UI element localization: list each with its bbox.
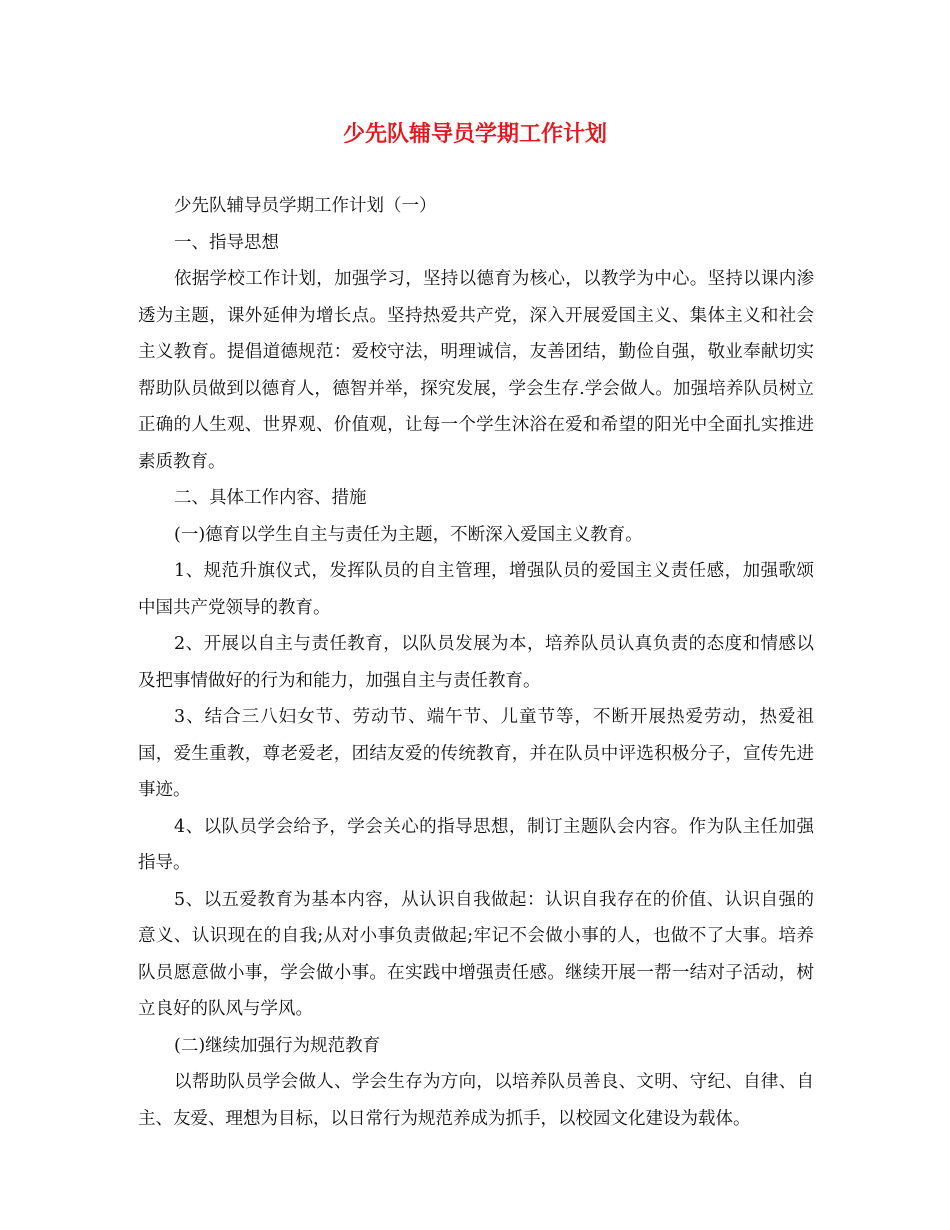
list-item-1: 1、规范升旗仪式，发挥队员的自主管理，增强队员的爱国主义责任感，加强歌颂中国共产党领导的教育。 <box>138 561 814 618</box>
list-item-2: 2、开展以自主与责任教育，以队员发展为本，培养队员认真负责的态度和情感以及把事情做好的行为和能力，加强自主与责任教育。 <box>138 634 814 691</box>
paragraph-heading: 少先队辅导员学期工作计划（一） <box>174 196 437 216</box>
paragraph-guiding-ideology: 依据学校工作计划，加强学习，坚持以德育为核心，以教学为中心。坚持以课内渗透为主题，课外延伸为增长点。坚持热爱共产党，深入开展爱国主义、集体主义和社会主义教育。提倡道德规范：爱校守法，明理诚信，友善团结，勤俭自强，敬业奉献切实帮助队员做到以德育人，德智并举，探究发展，学会生存.学会做人。加强培养队员树立正确的人生观、世界观、价值观，让每一个学生沐浴在爱和希望的阳光中全面扎实推进素质教育。 <box>138 269 814 472</box>
paragraph-behavior-norms: 以帮助队员学会做人、学会生存为方向，以培养队员善良、文明、守纪、自律、自主、友爱、理想为目标，以日常行为规范养成为抓手，以校园文化建设为载体。 <box>138 1072 814 1129</box>
subsection-heading-behavior-norms: (二)继续加强行为规范教育 <box>174 1035 381 1056</box>
subsection-heading-moral-education: (一)德育以学生自主与责任为主题，不断深入爱国主义教育。 <box>174 524 643 545</box>
list-item-4: 4、以队员学会给予，学会关心的指导思想，制订主题队会内容。作为队主任加强指导。 <box>138 816 814 873</box>
section-heading-guiding-ideology: 一、指导思想 <box>174 232 279 253</box>
document-body <box>138 188 814 1137</box>
list-item-5: 5、以五爱教育为基本内容，从认识自我做起：认识自我存在的价值、认识自强的意义、认识现在的自我;从对小事负责做起;牢记不会做小事的人，也做不了大事。培养队员愿意做小事，学会做小事。在实践中增强责任感。继续开展一帮一结对子活动，树立良好的队风与学风。 <box>138 889 814 1019</box>
section-heading-work-content: 二、具体工作内容、措施 <box>174 488 367 508</box>
document-title: 少先队辅导员学期工作计划 <box>342 122 607 147</box>
list-item-3: 3、结合三八妇女节、劳动节、端午节、儿童节等，不断开展热爱劳动，热爱祖国，爱生重教，尊老爱老，团结友爱的传统教育，并在队员中评选积极分子，宣传先进事迹。 <box>138 707 814 800</box>
